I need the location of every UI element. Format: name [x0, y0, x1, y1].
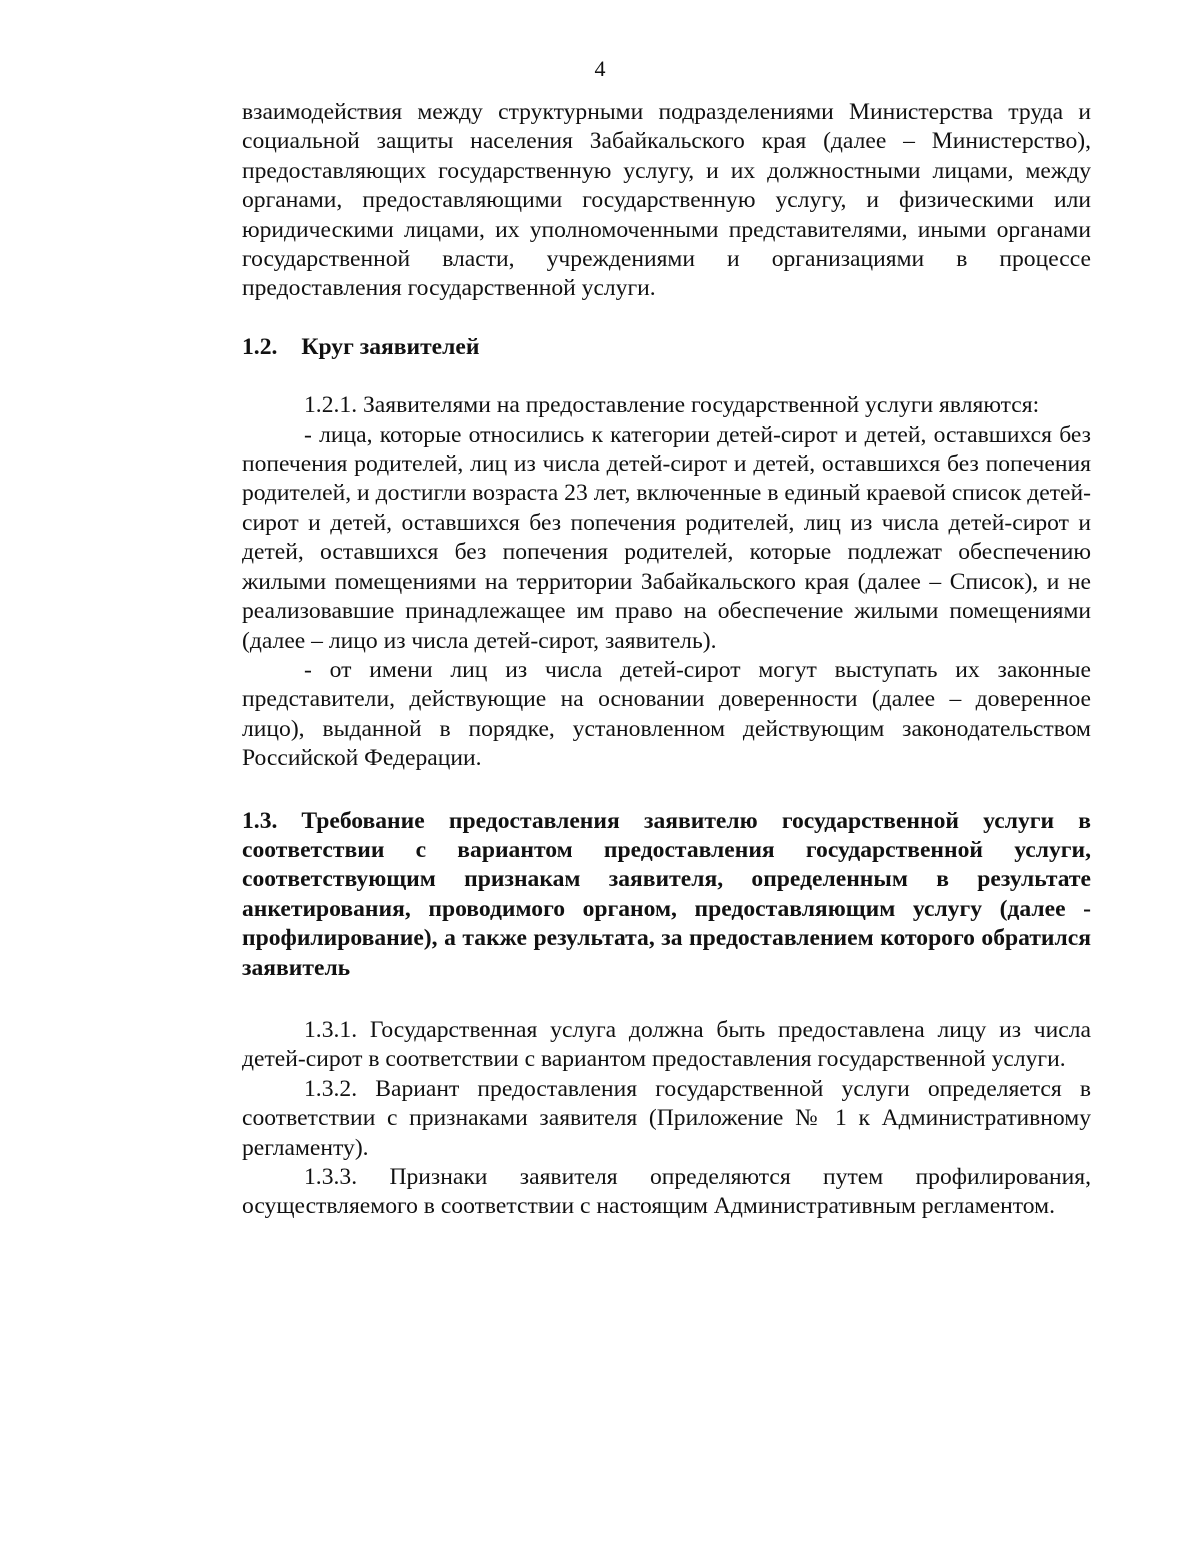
- list-item-representatives: - от имени лиц из числа детей-сирот могут выступать их законные представители, действующие на основании доверенности (далее – доверенное лицо), выданной в порядке, установленном действующим законодательством Российской Федерации.: [242, 656, 1091, 772]
- document-body: [242, 98, 1091, 1222]
- section-heading-1-3: [242, 807, 1091, 983]
- paragraph-1-3-1: 1.3.1. Государственная услуга должна быть предоставлена лицу из числа детей-сирот в соответствии с вариантом предоставления государственной услуги.: [242, 1016, 1091, 1073]
- paragraph-1-2-1: 1.2.1. Заявителями на предоставление государственной услуги являются:: [304, 392, 1040, 419]
- section-number: 1.2.: [242, 333, 278, 360]
- section-title: Требование предоставления заявителю государственной услуги в соответствии с вариантом предоставления государственной услуги, соответствующим признакам заявителя, определенным в результате анкетирования, проводимого органом, предоставляющим услугу (далее - профилирование), а также результата, за предоставлением которого обратился заявитель: [242, 807, 1091, 981]
- section-number: 1.3.: [242, 807, 278, 834]
- paragraph-1-3-3: 1.3.3. Признаки заявителя определяются путем профилирования, осуществляемого в соответствии с настоящим Административным регламентом.: [242, 1164, 1091, 1220]
- section-title: Круг заявителей: [301, 333, 480, 360]
- intro-paragraph: взаимодействия между структурными подразделениями Министерства труда и социальной защиты населения Забайкальского края (далее – Министерство), предоставляющих государственную услугу, и их должностными лицами, между органами, предоставляющими государственную услугу, и физическими или юридическими лицами, их уполномоченными представителями, иными органами государственной власти, учреждениями и организациями в процессе предоставления государственной услуги.: [242, 99, 1091, 302]
- section-heading-1-2: [242, 333, 1091, 362]
- paragraph-1-3-2: 1.3.2. Вариант предоставления государственной услуги определяется в соответствии с признаками заявителя (Приложение № 1 к Административному регламенту).: [242, 1075, 1091, 1161]
- list-item-applicants: - лица, которые относились к категории детей-сирот и детей, оставшихся без попечения родителей, лиц из числа детей-сирот и детей, оставшихся без попечения родителей, и достигли возраста 23 лет, включенные в единый краевой список детей-сирот и детей, оставшихся без попечения родителей, лиц из числа детей-сирот и детей, оставшихся без попечения родителей, которые подлежат обеспечению жилыми помещениями на территории Забайкальского края (далее – Список), и не реализовавшие принадлежащее им право на обеспечение жилыми помещениями (далее – лицо из числа детей-сирот, заявитель).: [242, 421, 1091, 654]
- page-number: 4: [594, 56, 606, 81]
